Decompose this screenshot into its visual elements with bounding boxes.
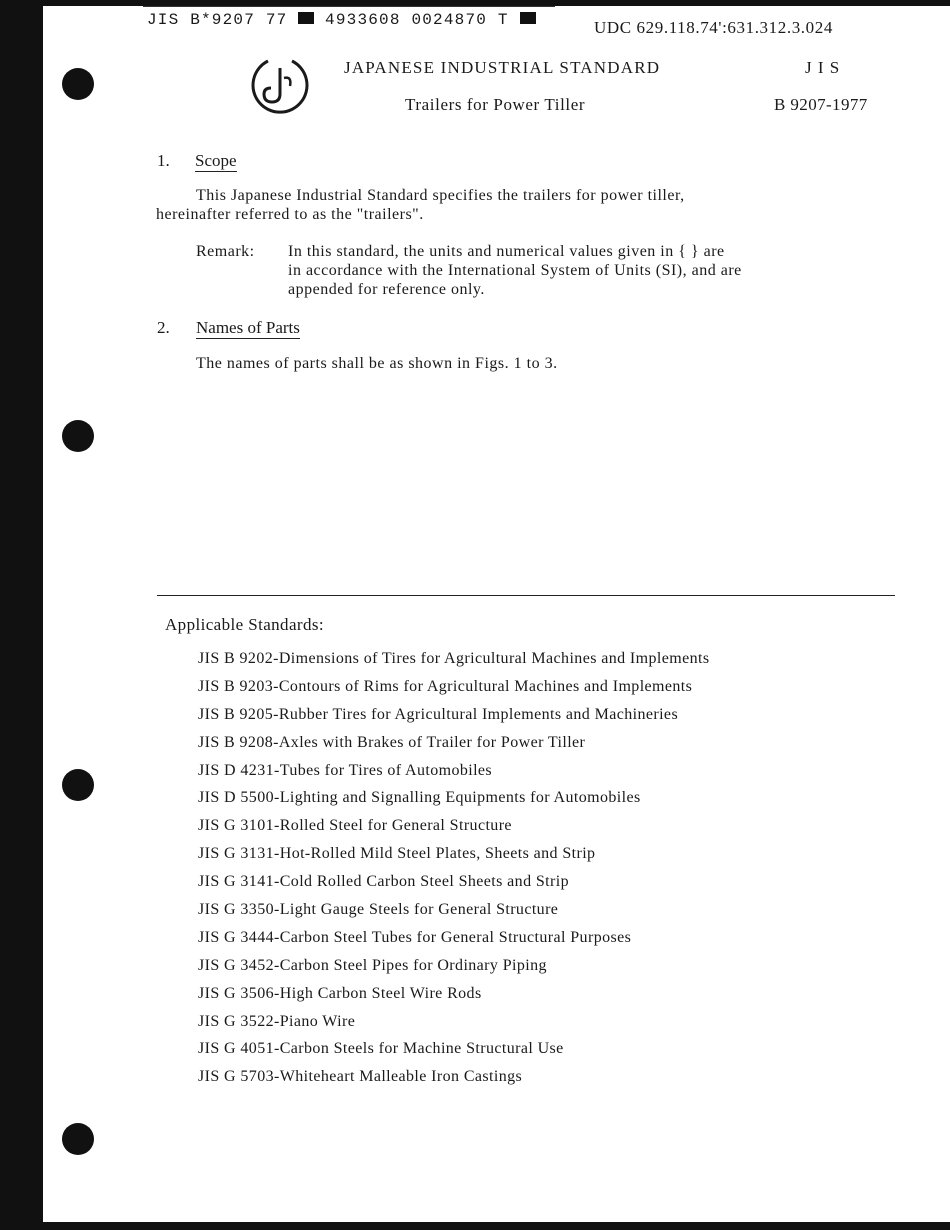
section-1-heading xyxy=(195,151,237,171)
section-2-heading xyxy=(196,318,300,338)
scan-header-code xyxy=(147,11,536,29)
punch-hole-icon xyxy=(62,68,94,100)
standard-item: JIS G 3141-Cold Rolled Carbon Steel Sheets and Strip xyxy=(198,873,570,891)
standard-item: JIS G 3101-Rolled Steel for General Structure xyxy=(198,817,512,835)
section-divider xyxy=(157,595,895,596)
punch-hole-icon xyxy=(62,420,94,452)
standard-item: JIS D 5500-Lighting and Signalling Equipments for Automobiles xyxy=(198,789,641,807)
standard-item: JIS G 3452-Carbon Steel Pipes for Ordinary Piping xyxy=(198,956,547,974)
standard-item: JIS G 3131-Hot-Rolled Mild Steel Plates, Sheets and Strip xyxy=(198,845,596,863)
remark-line-1: In this standard, the units and numerical values given in { } are xyxy=(288,243,725,260)
applicable-standards-heading: Applicable Standards: xyxy=(165,615,325,634)
scope-heading: Scope xyxy=(195,151,237,170)
standard-code: B 9207-1977 xyxy=(774,95,868,114)
jis-mark: J I S xyxy=(805,58,841,77)
scan-left-border xyxy=(0,0,43,1230)
standard-item: JIS D 4231-Tubes for Tires of Automobiles xyxy=(198,761,493,779)
standard-item: JIS G 5703-Whiteheart Malleable Iron Castings xyxy=(198,1068,523,1086)
names-paragraph: The names of parts shall be as shown in Figs. 1 to 3. xyxy=(196,355,558,372)
black-block-icon xyxy=(298,12,314,24)
section-2-number: 2. xyxy=(157,318,170,337)
standard-item: JIS B 9208-Axles with Brakes of Trailer for Power Tiller xyxy=(198,733,586,751)
black-block-icon xyxy=(520,12,536,24)
punch-hole-icon xyxy=(62,1123,94,1155)
names-heading: Names of Parts xyxy=(196,318,300,337)
remark-line-3: appended for reference only. xyxy=(288,281,485,298)
scan-header-prefix: JIS B*9207 77 xyxy=(147,11,288,29)
standard-item: JIS G 3350-Light Gauge Steels for General Structure xyxy=(198,901,559,919)
applicable-standards-list xyxy=(198,650,709,1096)
section-1-number: 1. xyxy=(157,151,170,170)
header-rule xyxy=(143,6,555,7)
standard-title: Trailers for Power Tiller xyxy=(405,95,586,114)
standard-item: JIS G 3522-Piano Wire xyxy=(198,1012,356,1030)
udc-code: UDC 629.118.74':631.312.3.024 xyxy=(594,18,833,37)
standard-item: JIS B 9203-Contours of Rims for Agricultural Machines and Implements xyxy=(198,677,693,695)
scan-header-number: 4933608 0024870 T xyxy=(325,11,509,29)
punch-hole-icon xyxy=(62,769,94,801)
org-name: JAPANESE INDUSTRIAL STANDARD xyxy=(344,58,661,77)
scan-bottom-border xyxy=(0,1222,950,1230)
remark-line-2: in accordance with the International System of Units (SI), and are xyxy=(288,262,742,279)
remark-label: Remark: xyxy=(196,243,255,260)
jis-logo-icon xyxy=(246,52,310,116)
scope-paragraph-line-2: hereinafter referred to as the "trailers". xyxy=(156,206,424,223)
standard-item: JIS B 9205-Rubber Tires for Agricultural Implements and Machineries xyxy=(198,705,679,723)
standard-item: JIS G 3506-High Carbon Steel Wire Rods xyxy=(198,984,482,1002)
standard-item: JIS B 9202-Dimensions of Tires for Agricultural Machines and Implements xyxy=(198,650,710,667)
standard-item: JIS G 3444-Carbon Steel Tubes for General Structural Purposes xyxy=(198,928,632,946)
standard-item: JIS G 4051-Carbon Steels for Machine Structural Use xyxy=(198,1040,564,1058)
scope-paragraph-line-1: This Japanese Industrial Standard specifies the trailers for power tiller, xyxy=(196,187,685,204)
